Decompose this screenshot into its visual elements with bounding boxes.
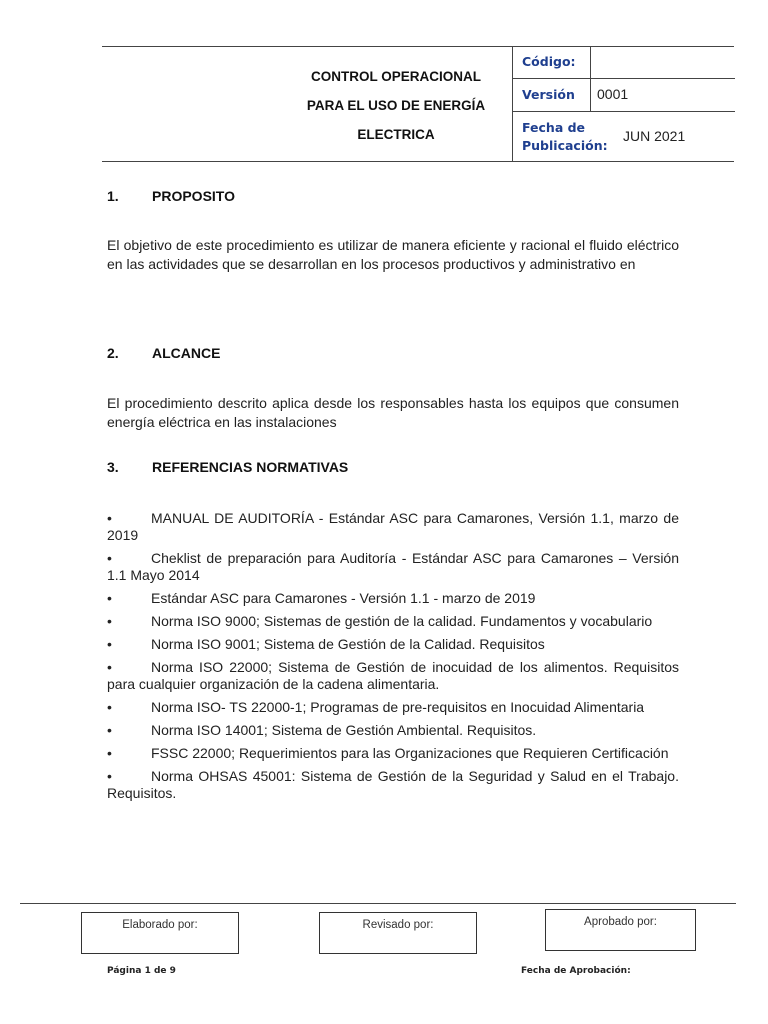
bullet-icon: • — [107, 722, 112, 738]
header-bottom-rule — [102, 161, 734, 162]
section-2-number: 2. — [107, 345, 119, 361]
reference-item: • Norma ISO 9000; Sistemas de gestión de la calidad. Fundamentos y vocabulario — [107, 613, 653, 629]
reference-item: • Cheklist de preparación para Auditoría - Estándar ASC para Camarones – Versión 1.1 Mayo 2014 — [107, 550, 679, 583]
reference-item: • Norma ISO 9001; Sistema de Gestión de la Calidad. Requisitos — [107, 636, 545, 652]
title-line-2: PARA EL USO DE ENERGÍA — [306, 98, 486, 113]
version-value: 0001 — [597, 86, 629, 102]
reference-item: • Norma ISO 14001; Sistema de Gestión Ambiental. Requisitos. — [107, 722, 537, 738]
section-2-text: El procedimiento descrito aplica desde los responsables hasta los equipos que consumen energía eléctrica en las instalaciones — [107, 395, 679, 430]
page-number: Página 1 de 9 — [107, 966, 176, 976]
aprobado-box — [545, 909, 696, 951]
section-1-title: PROPOSITO — [152, 188, 235, 204]
fecha-value: JUN 2021 — [623, 128, 686, 144]
bullet-icon: • — [107, 745, 112, 761]
section-2-heading — [107, 345, 220, 361]
section-3-heading — [107, 459, 348, 475]
version-label: Versión — [522, 87, 575, 102]
section-1-number: 1. — [107, 188, 119, 204]
section-1-text: El objetivo de este procedimiento es utilizar de manera eficiente y racional el fluido eléctrico en las actividades que se desarrollan en los procesos productivos y administrativo en — [107, 237, 679, 272]
title-line-1: CONTROL OPERACIONAL — [310, 69, 481, 84]
meta-row-version — [513, 79, 735, 112]
document-meta-table — [512, 46, 735, 161]
reference-item: • MANUAL DE AUDITORÍA - Estándar ASC para Camarones, Versión 1.1, marzo de 2019 — [107, 510, 679, 543]
reference-item: • Estándar ASC para Camarones - Versión 1.1 - marzo de 2019 — [107, 590, 536, 606]
approval-date-label: Fecha de Aprobación: — [521, 966, 631, 976]
section-3-title: REFERENCIAS NORMATIVAS — [152, 459, 349, 475]
references-list — [107, 510, 679, 808]
meta-row-codigo — [513, 46, 735, 79]
meta-divider — [590, 46, 591, 78]
bullet-icon: • — [107, 590, 112, 606]
reference-item: • Norma ISO 22000; Sistema de Gestión de inocuidad de los alimentos. Requisitos para cualquier organización de la cadena alimentaria. — [107, 659, 679, 692]
elaborado-label: Elaborado por: — [122, 919, 198, 931]
document-title — [280, 62, 512, 149]
meta-row-fecha — [513, 112, 735, 161]
bullet-icon: • — [107, 613, 112, 629]
revisado-box — [319, 912, 477, 954]
footer-rule — [20, 903, 736, 904]
bullet-icon: • — [107, 768, 112, 784]
elaborado-box — [81, 912, 239, 954]
bullet-icon: • — [107, 636, 112, 652]
reference-item: • Norma ISO- TS 22000-1; Programas de pre-requisitos en Inocuidad Alimentaria — [107, 699, 645, 715]
fecha-label-1: Fecha de — [522, 120, 586, 135]
meta-divider — [590, 79, 591, 111]
bullet-icon: • — [107, 699, 112, 715]
codigo-label: Código: — [522, 54, 576, 69]
reference-item: • Norma OHSAS 45001: Sistema de Gestión de la Seguridad y Salud en el Trabajo. Requisitos. — [107, 768, 679, 801]
bullet-icon: • — [107, 550, 112, 566]
revisado-label: Revisado por: — [362, 919, 434, 931]
title-line-3: ELECTRICA — [357, 127, 435, 142]
bullet-icon: • — [107, 659, 112, 675]
section-2-title: ALCANCE — [152, 345, 221, 361]
section-1-heading — [107, 188, 235, 204]
fecha-label-2: Publicación: — [522, 138, 608, 153]
section-3-number: 3. — [107, 459, 119, 475]
reference-item: • FSSC 22000; Requerimientos para las Organizaciones que Requieren Certificación — [107, 745, 669, 761]
bullet-icon: • — [107, 510, 112, 526]
aprobado-label: Aprobado por: — [584, 916, 657, 928]
